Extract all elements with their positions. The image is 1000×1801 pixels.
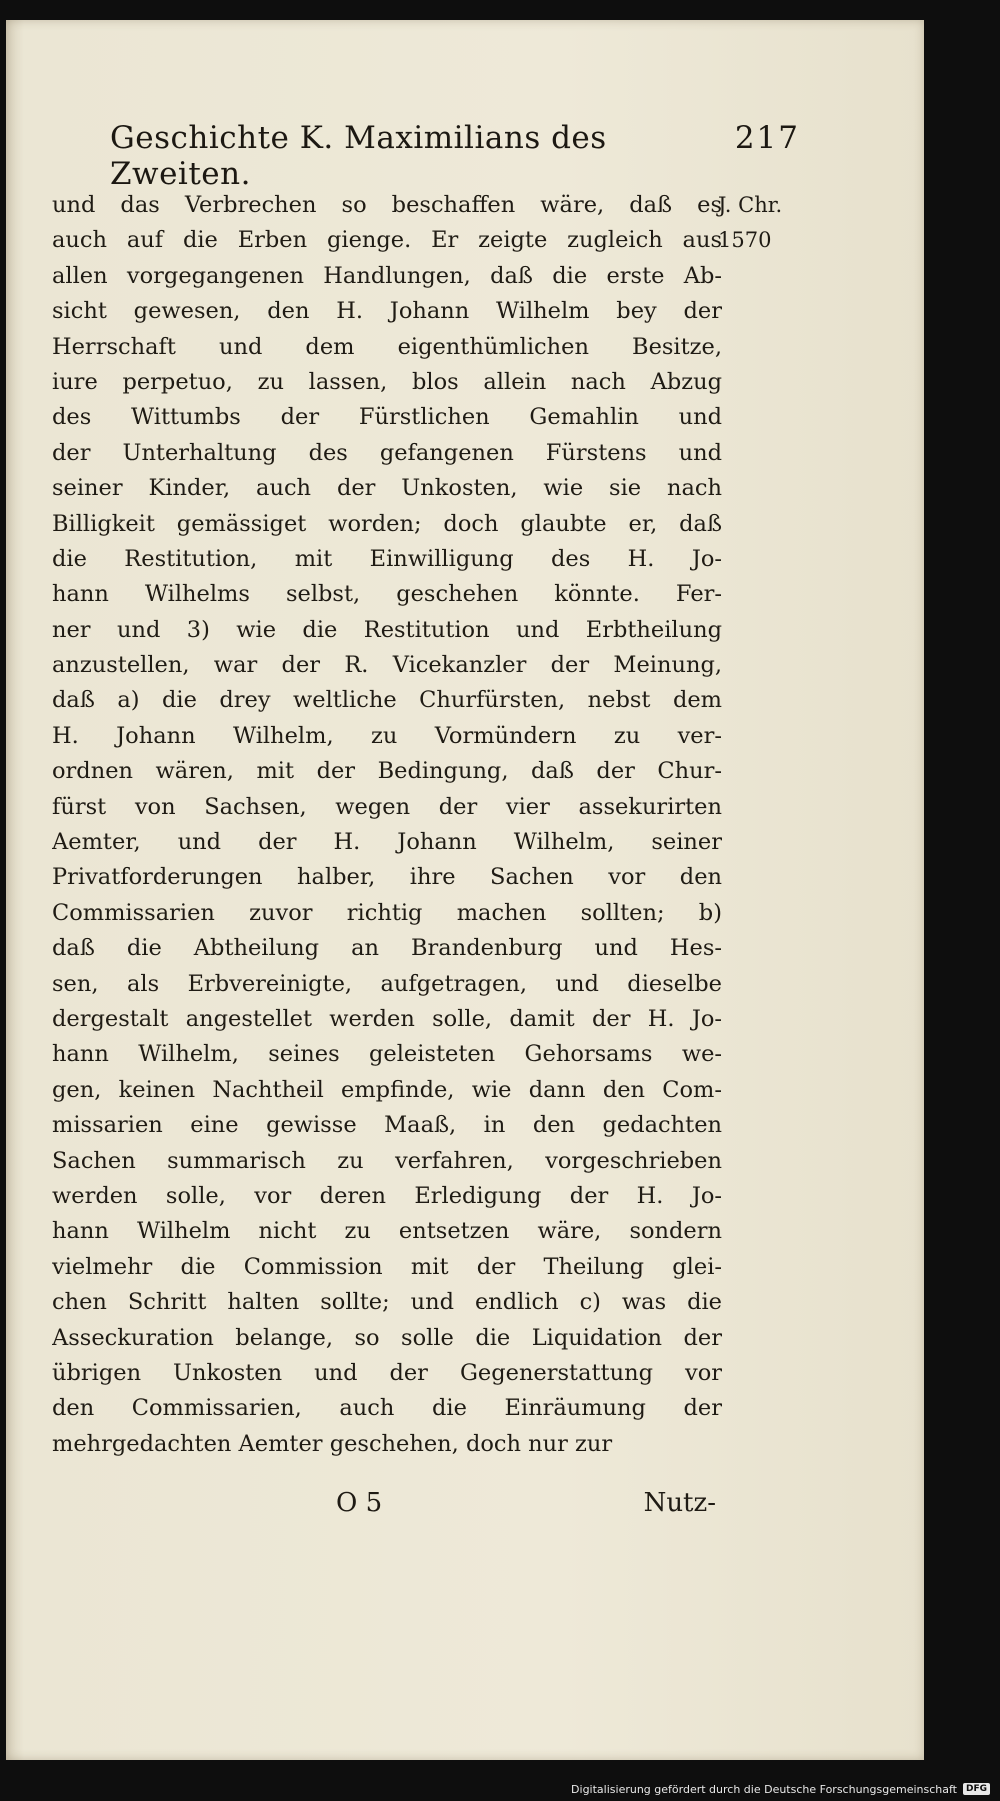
catchword: Nutz- — [643, 1488, 716, 1518]
text-line: Aemter, und der H. Johann Wilhelm, seiner — [52, 829, 722, 856]
text-line: ner und 3) wie die Restitution und Erbtheilung — [52, 616, 722, 643]
text-line: des Wittumbs der Fürstlichen Gemahlin und — [52, 404, 722, 431]
running-head — [110, 120, 800, 192]
text-line: den Commissarien, auch die Einräumung der — [52, 1395, 722, 1422]
text-line: übrigen Unkosten und der Gegenerstattung vor — [52, 1359, 722, 1386]
running-title: Geschichte K. Maximilians des Zweiten. — [110, 120, 607, 192]
credit-text: Digitalisierung gefördert durch die Deutsche Forschungsgemeinschaft — [571, 1782, 957, 1796]
text-line: Asseckuration belange, so solle die Liquidation der — [52, 1324, 722, 1351]
text-line: Herrschaft und dem eigenthümlichen Besitze, — [52, 333, 722, 360]
book-page — [6, 20, 924, 1760]
text-line: allen vorgegangenen Handlungen, daß die erste Ab- — [52, 262, 722, 289]
margin-note-era: J. Chr. — [718, 193, 783, 217]
text-line: auch auf die Erben gienge. Er zeigte zugleich aus — [52, 227, 722, 254]
text-line: daß die Abtheilung an Brandenburg und Hes- — [52, 935, 722, 962]
text-line: seiner Kinder, auch der Unkosten, wie sie nach — [52, 475, 722, 502]
text-line: daß a) die drey weltliche Churfürsten, nebst dem — [52, 687, 722, 714]
margin-note-date: 1570 — [718, 228, 772, 253]
text-line: hann Wilhelm nicht zu entsetzen wäre, sondern — [52, 1218, 722, 1245]
text-line: chen Schritt halten sollte; und endlich c) was die — [52, 1289, 722, 1316]
dfg-logo-icon: DFG — [963, 1783, 990, 1795]
text-line: gen, keinen Nachtheil empfinde, wie dann den Com- — [52, 1076, 722, 1103]
text-line: ordnen wären, mit der Bedingung, daß der Chur- — [52, 758, 722, 785]
text-line: der Unterhaltung des gefangenen Fürstens und — [52, 439, 722, 466]
text-line: dergestalt angestellet werden solle, damit der H. Jo- — [52, 1005, 722, 1032]
text-line: vielmehr die Commission mit der Theilung glei- — [52, 1253, 722, 1280]
text-line: mehrgedachten Aemter geschehen, doch nur zur — [52, 1430, 613, 1457]
text-line: iure perpetuo, zu lassen, blos allein nach Abzug — [52, 368, 722, 395]
text-line: Privatforderungen halber, ihre Sachen vor den — [52, 864, 722, 891]
page-footer — [336, 1488, 716, 1528]
text-line: Billigkeit gemässiget worden; doch glaubte er, daß — [52, 510, 722, 537]
text-line: fürst von Sachsen, wegen der vier assekurirten — [52, 793, 722, 820]
text-line: anzustellen, war der R. Vicekanzler der Meinung, — [52, 652, 722, 679]
page-number: 217 — [734, 120, 800, 156]
text-line: sicht gewesen, den H. Johann Wilhelm bey der — [52, 298, 722, 325]
digitization-credit — [571, 1781, 990, 1797]
text-line: H. Johann Wilhelm, zu Vormündern zu ver- — [52, 722, 722, 749]
text-line: hann Wilhelm, seines geleisteten Gehorsams we- — [52, 1041, 722, 1068]
body-text — [52, 188, 722, 1462]
text-line: werden solle, vor deren Erledigung der H. Jo- — [52, 1182, 722, 1209]
signature-mark: O 5 — [336, 1488, 383, 1518]
text-line: missarien eine gewisse Maaß, in den gedachten — [52, 1112, 722, 1139]
margin-note-year — [718, 188, 808, 259]
text-line: sen, als Erbvereinigte, aufgetragen, und dieselbe — [52, 970, 722, 997]
text-line: Sachen summarisch zu verfahren, vorgeschrieben — [52, 1147, 722, 1174]
text-line: und das Verbrechen so beschaffen wäre, daß es — [52, 192, 722, 218]
text-line: die Restitution, mit Einwilligung des H. Jo- — [52, 545, 722, 572]
text-line: hann Wilhelms selbst, geschehen könnte. Fer- — [52, 581, 722, 608]
text-line: Commissarien zuvor richtig machen sollten; b) — [52, 899, 722, 926]
